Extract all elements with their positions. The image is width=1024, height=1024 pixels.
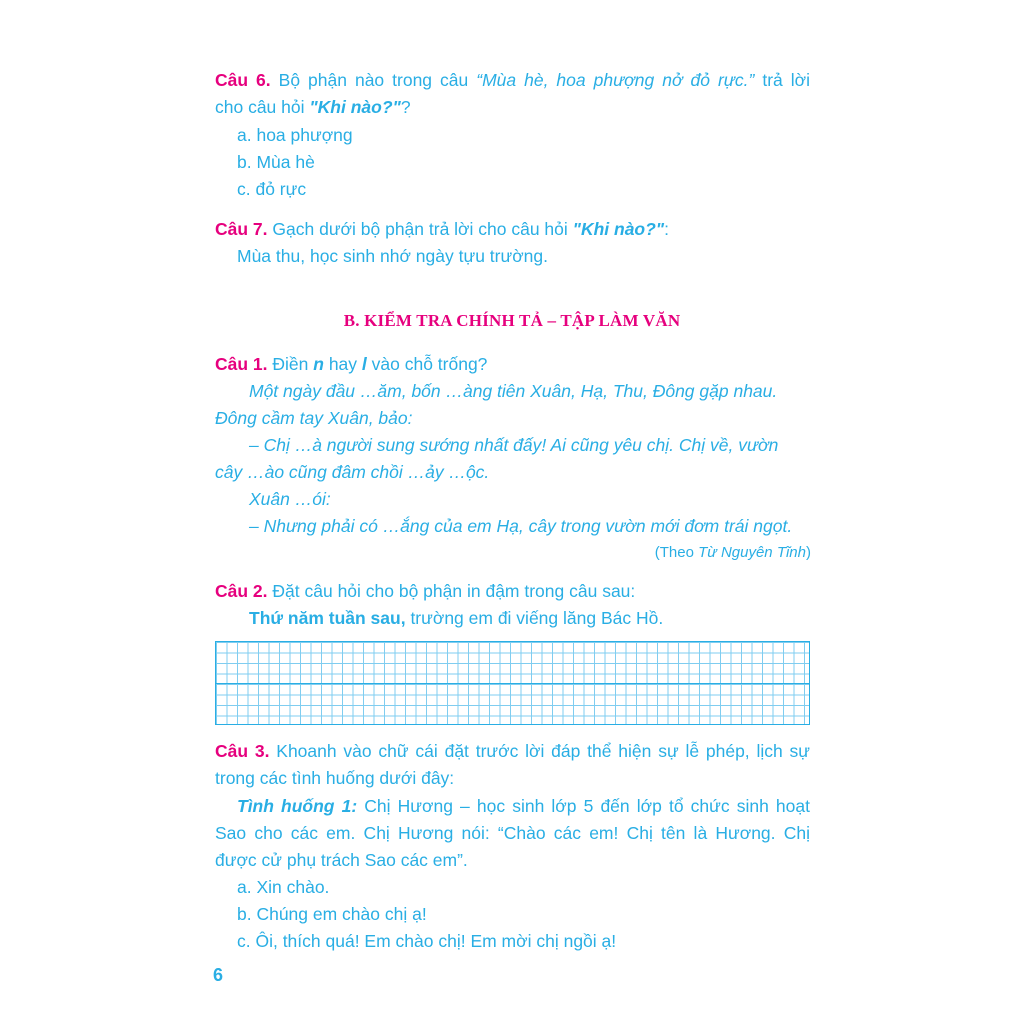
- q6-option-a: a. hoa phượng: [237, 125, 353, 145]
- q7-label: Câu 7.: [215, 219, 268, 239]
- q6-line-1: [215, 69, 810, 91]
- q6-text-4: ?: [400, 97, 411, 117]
- b1-line-1: [215, 353, 815, 375]
- b1-source-suffix: ): [806, 544, 811, 561]
- b1-passage-line-2: Đông cầm tay Xuân, bảo:: [215, 408, 413, 428]
- q6-option-b: b. Mùa hè: [237, 152, 315, 172]
- b3-option-b: b. Chúng em chào chị ạ!: [237, 904, 427, 924]
- b1-l: l: [361, 354, 367, 374]
- b2-line-2: [249, 607, 849, 629]
- q7-text: Gạch dưới bộ phận trả lời cho câu hỏi: [267, 219, 573, 239]
- b3-option-c: c. Ôi, thích quá! Em chào chị! Em mời chị ngồi ạ!: [237, 931, 617, 951]
- b3-option-a: a. Xin chào.: [237, 877, 330, 897]
- b3-text: Khoanh vào chữ cái đặt trước lời đáp thể hiện sự lễ phép, lịch sự: [269, 741, 810, 761]
- page-number: 6: [213, 965, 224, 985]
- b2-text: Đặt câu hỏi cho bộ phận in đậm trong câu sau:: [267, 581, 636, 601]
- b3-situation-line-1: [237, 795, 810, 817]
- b1-text-3: vào chỗ trống?: [366, 354, 488, 374]
- b2-line-1: [215, 580, 815, 602]
- q6-text-3: cho câu hỏi: [215, 97, 310, 117]
- q6-option-c: c. đỏ rực: [237, 179, 307, 199]
- answer-grid-rows: [215, 641, 810, 725]
- b1-passage-line-4: cây …ào cũng đâm chồi …ảy …ộc.: [215, 462, 490, 482]
- b1-source-prefix: (Theo: [654, 544, 699, 561]
- b1-passage-line-1: Một ngày đầu …ăm, bốn …àng tiên Xuân, Hạ, Thu, Đông gặp nhau.: [249, 381, 778, 401]
- b1-text-2: hay: [323, 354, 362, 374]
- b1-text: Điền: [267, 354, 314, 374]
- b3-line-1: [215, 740, 810, 762]
- q6-label: Câu 6.: [215, 70, 271, 90]
- b1-passage-line-6: – Nhưng phải có …ắng của em Hạ, cây trong vườn mới đơm trái ngọt.: [249, 516, 793, 536]
- b2-bold-phrase: Thứ năm tuần sau,: [249, 608, 406, 628]
- b3-situation-text: Chị Hương – học sinh lớp 5 đến lớp tổ chức sinh hoạt: [357, 796, 810, 816]
- b1-source: [655, 542, 811, 564]
- q7-text-2: :: [664, 219, 669, 239]
- b3-situation-line-2: Sao cho các em. Chị Hương nói: “Chào các em! Chị tên là Hương. Chị: [215, 823, 810, 843]
- q7-line-1: [215, 218, 815, 240]
- q7-ask: "Khi nào?": [572, 219, 665, 239]
- b1-label: Câu 1.: [215, 354, 268, 374]
- b1-n: n: [313, 354, 324, 374]
- q6-quote: “Mùa hè, hoa phượng nở đỏ rực.”: [476, 70, 755, 90]
- q6-line-2: [215, 96, 815, 118]
- q7-sentence: Mùa thu, học sinh nhớ ngày tựu trường.: [237, 246, 548, 266]
- section-b-title: B. KIỂM TRA CHÍNH TẢ – TẬP LÀM VĂN: [343, 311, 681, 330]
- b3-situation-label: Tình huống 1:: [237, 796, 358, 816]
- b1-passage-line-3: – Chị …à người sung sướng nhất đấy! Ai cũng yêu chị. Chị về, vườn: [249, 435, 779, 455]
- b2-rest: trường em đi viếng lăng Bác Hồ.: [405, 608, 664, 628]
- b3-situation-line-3: được cử phụ trách Sao các em”.: [215, 850, 468, 870]
- b1-source-author: Từ Nguyên Tĩnh: [698, 544, 806, 561]
- b3-label: Câu 3.: [215, 741, 270, 761]
- q6-ask: "Khi nào?": [309, 97, 401, 117]
- q6-text: Bộ phận nào trong câu: [270, 70, 477, 90]
- b3-line-2: trong các tình huống dưới đây:: [215, 768, 455, 788]
- b2-label: Câu 2.: [215, 581, 268, 601]
- b1-passage-line-5: Xuân …ói:: [249, 489, 331, 509]
- q6-text-2: trả lời: [754, 70, 811, 90]
